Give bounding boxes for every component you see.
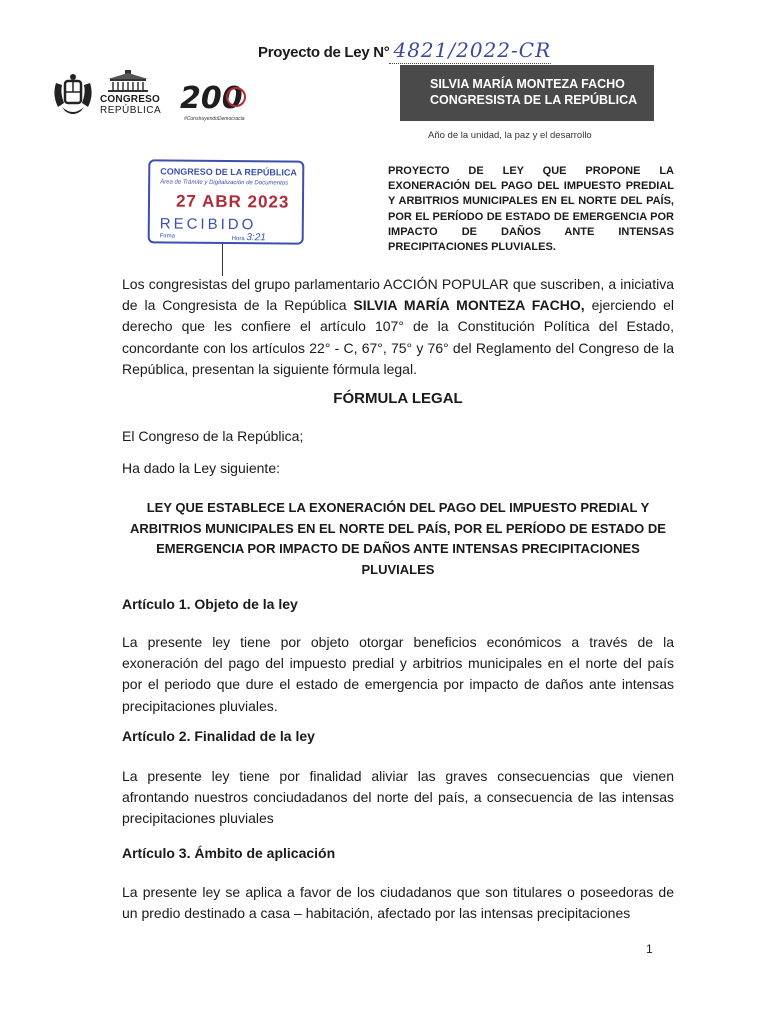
article-2-heading: Artículo 2. Finalidad de la ley [122, 728, 315, 744]
congreso-line: El Congreso de la República; [122, 428, 304, 444]
congreso-sub: REPÚBLICA [100, 105, 162, 116]
congresista-banner [400, 65, 654, 121]
congreso-logo [100, 70, 162, 116]
stamp-status: RECIBIDO [159, 215, 257, 234]
proyecto-label: Proyecto de Ley N° [258, 44, 390, 61]
bicentenario-mark-icon [178, 78, 248, 116]
bill-summary: PROYECTO DE LEY QUE PROPONE LA EXONERACIÓN DEL PAGO DEL IMPUESTO PREDIAL Y ARBITRIOS MUNICIPALES EN EL NORTE DEL PAÍS, POR EL PERÍODO DE ESTADO DE EMERGENCIA POR IMPACTO DE DAÑOS ANTE INTENSAS PRECIPITACIONES PLUVIALES. [388, 165, 674, 254]
formula-heading: FÓRMULA LEGAL [333, 390, 463, 407]
congreso-name: CONGRESO [100, 94, 160, 105]
intro-paragraph [122, 274, 674, 380]
stamp-area: Área de Trámite y Digitalización de Documentos [160, 179, 289, 187]
article-2-body: La presente ley tiene por finalidad aliviar las graves consecuencias que vienen afrontando nuestros conciudadanos del norte del país, a consecuencia de las intensas precipitaciones pluviales [122, 768, 674, 827]
intro-text-1: Los congresistas del grupo parlamentario ACCIÓN POPULAR que suscriben, a iniciativa de la Congresista de la República [122, 276, 674, 314]
stamp-date: 27 ABR 2023 [175, 191, 290, 212]
ley-line: Ha dado la Ley siguiente: [122, 460, 280, 476]
page-number: 1 [646, 942, 653, 956]
stamp-hora [232, 232, 266, 243]
congress-building-icon [105, 70, 151, 92]
proyecto-number: 4821/2022-CR [393, 38, 552, 62]
intro-congresista-name: SILVIA MARÍA MONTEZA FACHO, [353, 297, 585, 314]
stamp-hora-label: Hora [231, 236, 245, 243]
reception-stamp [148, 159, 305, 244]
year-slogan: Año de la unidad, la paz y el desarrollo [428, 130, 592, 141]
article-3-heading: Artículo 3. Ámbito de aplicación [122, 845, 336, 861]
congresista-name: SILVIA MARÍA MONTEZA FACHO [430, 77, 625, 91]
article-1-heading: Artículo 1. Objeto de la ley [122, 596, 298, 612]
bicentenario-tag: #ConstruyendoDemocracia [184, 116, 245, 122]
article-1-body: La presente ley tiene por objeto otorgar beneficios económicos a través de la exoneración del pago del impuesto predial y arbitrios municipales en el norte del país por el periodo que dure el estado de emergencia por impacto de daños ante intensas precipitaciones pluviales. [122, 634, 674, 714]
stamp-firma-label: Firma [159, 233, 176, 240]
law-title: LEY QUE ESTABLECE LA EXONERACIÓN DEL PAGO DEL IMPUESTO PREDIAL Y ARBITRIOS MUNICIPALES EN EL NORTE DEL PAÍS, POR EL PERÍODO DE ESTADO DE EMERGENCIA POR IMPACTO DE DAÑOS ANTE INTENSAS PRECIPITACIONES PLUVIALES [130, 500, 666, 577]
stamp-signature-stroke [222, 244, 223, 276]
bicentenario-text: 200 [180, 81, 243, 116]
coat-of-arms-icon [50, 73, 96, 119]
stamp-hora-value: 3:21 [246, 232, 266, 244]
intro-text-2: ejerciendo el derecho que les confiere el artículo 107° de la Constitución Política del Estado, concordante con los artículos 22° - C, 67°, 75° y 76° del Reglamento del Congreso de la República, presentan la siguiente fórmula legal. [122, 297, 674, 377]
bicentenario-logo [178, 78, 248, 124]
proyecto-number-line [258, 38, 551, 62]
congresista-title: CONGRESISTA DE LA REPÚBLICA [430, 93, 638, 107]
article-3-body: La presente ley se aplica a favor de los ciudadanos que son titulares o poseedoras de un predio destinado a casa – habitación, afectado por las intensas precipitaciones [122, 884, 674, 922]
stamp-title: CONGRESO DE LA REPÚBLICA [160, 166, 297, 178]
